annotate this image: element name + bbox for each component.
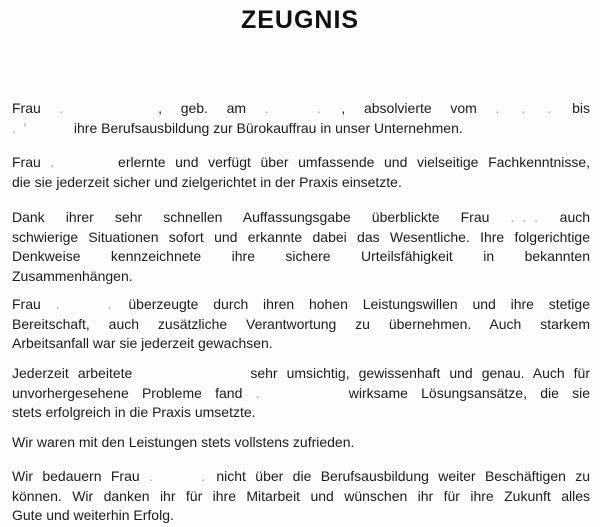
redacted-date: . . . <box>495 100 554 116</box>
redacted-name: . . . <box>510 209 540 225</box>
text-line: können. Wir danken ihr für ihre Mitarbeit und wünschen ihr für ihre Zukunft alles <box>12 487 590 504</box>
text-line: Denkweise kennzeichnete ihre sichere Urteilsfähigkeit in bekannten <box>12 248 590 264</box>
text-line: Jederzeit arbeitete sehr umsichtig, gewissenhaft und genau. Auch für <box>12 365 591 381</box>
text-line: Arbeitsanfall war sie jederzeit gewachsen. <box>12 335 273 351</box>
redacted-date: . ' <box>12 119 29 136</box>
redacted-date: . . <box>264 100 323 116</box>
paragraph-4 <box>12 295 590 354</box>
text-line: . ' ihre Berufsausbildung zur Bürokauffrau in unser Unternehmen. <box>12 119 590 139</box>
redacted-name: . . <box>55 296 114 312</box>
text-line: Zusammenhängen. <box>12 267 133 284</box>
paragraph-7 <box>12 467 590 526</box>
text-line: Gute und weiterhin Erfolg. <box>12 507 174 523</box>
redacted-name: . <box>50 154 57 170</box>
paragraph-6 <box>12 433 590 453</box>
document-title: ZEUGNIS <box>240 6 360 34</box>
text-line: unvorhergesehene Probleme fand . wirksame Lösungsansätze, die sie <box>12 384 590 404</box>
paragraph-5 <box>12 364 590 423</box>
text-line: Bereitschaft, auch zusätzliche Verantwortung zu übernehmen. Auch starkem <box>12 315 590 332</box>
paragraph-2 <box>12 153 590 192</box>
text-line: Frau . , geb. am . . , absolvierte vom . . . bis <box>12 99 590 119</box>
text-line: Wir waren mit den Leistungen stets vollstens zufrieden. <box>12 434 355 450</box>
redacted-name: . <box>59 100 66 116</box>
redacted-name: . . <box>149 468 208 484</box>
text-line: Dank ihrer sehr schnellen Auffassungsgabe überblickte Frau . . . auch <box>12 208 590 228</box>
text-line: stets erfolgreich in die Praxis umsetzte. <box>12 404 256 420</box>
paragraph-1 <box>12 99 590 138</box>
text-line: die sie jederzeit sicher und zielgerichtet in der Praxis einsetzte. <box>12 173 402 190</box>
text-line: schwierige Situationen sofort und erkannte dabei das Wesentliche. Ihre folgerichtige <box>12 228 590 245</box>
redacted-name: . <box>255 384 262 401</box>
text-line: Frau . . überzeugte durch ihren hohen Leistungswillen und ihre stetige <box>12 295 590 315</box>
paragraph-3 <box>12 208 590 286</box>
text-line: Wir bedauern Frau . . nicht über die Berufsausbildung weiter Beschäftigen zu <box>12 467 590 487</box>
text-line: Frau . erlernte und verfügt über umfassende und vielseitige Fachkenntnisse, <box>12 153 590 173</box>
